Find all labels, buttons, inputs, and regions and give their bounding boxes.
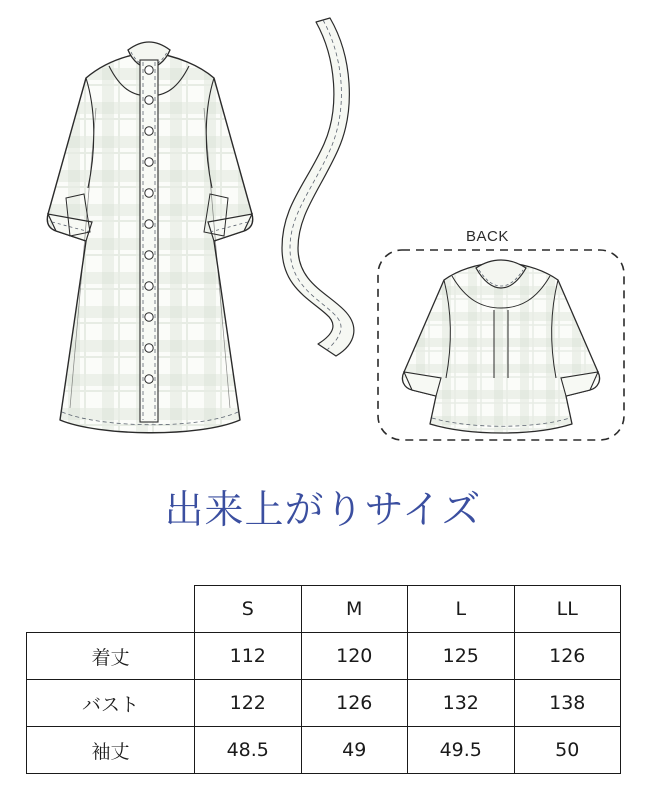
cell-bust-l: 132	[408, 680, 515, 727]
cell-sleeve-s: 48.5	[195, 727, 302, 774]
column-header-ll: LL	[514, 586, 621, 633]
belt-tie	[282, 18, 354, 356]
cell-sleeve-m: 49	[301, 727, 408, 774]
cell-length-l: 125	[408, 633, 515, 680]
cell-length-m: 120	[301, 633, 408, 680]
front-view	[47, 42, 252, 433]
table-row	[27, 633, 621, 680]
cell-bust-s: 122	[195, 680, 302, 727]
size-table	[26, 585, 621, 774]
cell-sleeve-ll: 50	[514, 727, 621, 774]
size-table-container	[26, 585, 620, 774]
back-view-label: BACK	[466, 228, 509, 245]
size-table-head	[27, 586, 621, 633]
cell-bust-m: 126	[301, 680, 408, 727]
column-header-m: M	[301, 586, 408, 633]
belt-outline	[282, 18, 354, 356]
cell-sleeve-l: 49.5	[408, 727, 515, 774]
cell-length-ll: 126	[514, 633, 621, 680]
back-view	[378, 250, 624, 440]
column-header-l: L	[408, 586, 515, 633]
page-title: 出来上がりサイズ	[164, 488, 482, 533]
row-label-bust: バスト	[27, 680, 195, 727]
table-corner-cell	[27, 586, 195, 633]
row-label-sleeve: 袖丈	[27, 727, 195, 774]
size-table-body	[27, 633, 621, 774]
cell-bust-ll: 138	[514, 680, 621, 727]
row-label-length: 着丈	[27, 633, 195, 680]
table-row	[27, 727, 621, 774]
table-row	[27, 680, 621, 727]
column-header-s: S	[195, 586, 302, 633]
cell-length-s: 112	[195, 633, 302, 680]
table-header-row	[27, 586, 621, 633]
